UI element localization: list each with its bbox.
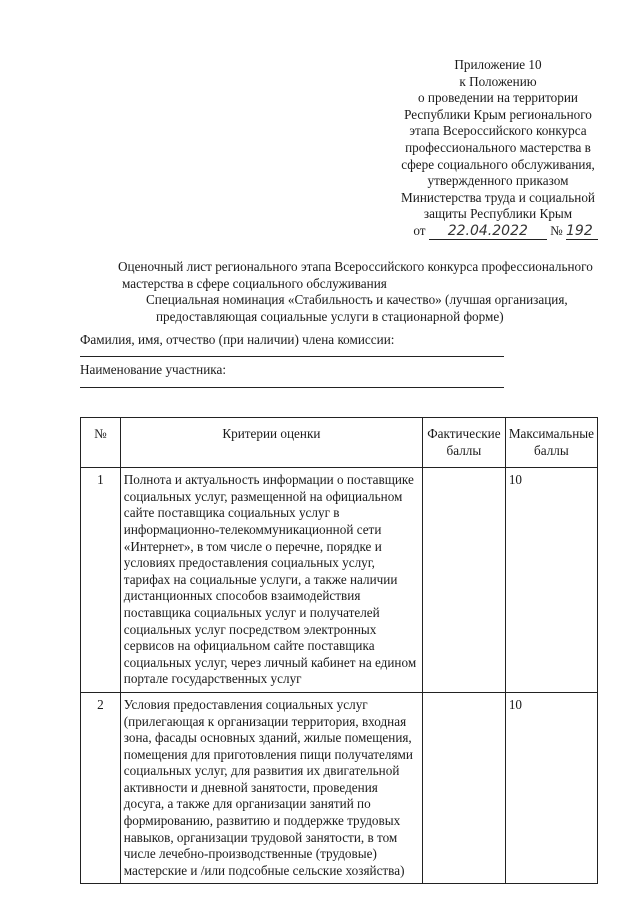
table-row	[81, 468, 598, 693]
order-date: 22.04.2022	[429, 224, 547, 240]
row-num: 1	[81, 468, 121, 693]
table-header-row	[81, 418, 598, 468]
row-criteria: Полнота и актуальность информации о поставщике социальных услуг, размещенной на официальном сайте поставщика социальных услуг в информационно-телекоммуникационной сети «Интернет», в том числе о перечне, порядке и условиях предоставления социальных услуг, тарифах на социальные услуги, а также наличии дистанционных способов взаимодействия поставщика социальных услуг и получателей социальных услуг посредством электронных сервисов на официальном сайте поставщика социальных услуг, через личный кабинет на едином портале государственных услуг	[120, 468, 422, 693]
title-line: предоставляющая социальные услуги в стационарной форме)	[156, 308, 504, 324]
order-number-sign: №	[550, 222, 563, 238]
row-max-score: 10	[505, 692, 597, 884]
appendix-line: этапа Всероссийского конкурса	[409, 123, 587, 139]
appendix-line: профессионального мастерства в	[405, 139, 591, 155]
order-reference	[380, 223, 616, 240]
criteria-table	[80, 417, 598, 884]
title-line: Оценочный лист регионального этапа Всероссийского конкурса профессионального	[118, 259, 593, 274]
title-line: мастерства в сфере социального обслуживания	[122, 275, 387, 291]
row-actual-score[interactable]	[422, 692, 505, 884]
order-prefix: от	[413, 222, 426, 238]
commission-member-field[interactable]	[80, 356, 504, 357]
appendix-line: о проведении на территории	[418, 90, 578, 106]
appendix-line: Республики Крым регионального	[404, 106, 592, 122]
header-criteria: Критерии оценки	[120, 418, 422, 468]
appendix-line: к Положению	[459, 73, 537, 89]
document-title	[118, 259, 608, 325]
appendix-line: сфере социального обслуживания,	[401, 156, 595, 172]
header-max-score: Максимальные баллы	[505, 418, 597, 468]
row-num: 2	[81, 692, 121, 884]
header-num: №	[81, 418, 121, 468]
order-number: 192	[566, 224, 598, 240]
header-actual-score: Фактические баллы	[422, 418, 505, 468]
row-criteria: Условия предоставления социальных услуг (прилегающая к организации территория, входная зона, фасады основных зданий, жилые помещения, помещения для приготовления пищи получателями социальных услуг, для развития их двигательной активности и дневной занятости, проведения досуга, а также для организации занятий по формированию, развитию и поддержке трудовых навыков, организации трудовой занятости, в том числе лечебно-производственные (трудовые) мастерские и /или подсобные сельские хозяйства)	[120, 692, 422, 884]
appendix-line: утвержденного приказом	[427, 173, 569, 189]
row-max-score: 10	[505, 468, 597, 693]
appendix-block	[380, 57, 616, 240]
table-row	[81, 692, 598, 884]
title-line: Специальная номинация «Стабильность и качество» (лучшая организация,	[146, 292, 568, 308]
appendix-line: защиты Республики Крым	[423, 206, 573, 222]
appendix-line: Министерства труда и социальной	[401, 189, 595, 205]
commission-member-label: Фамилия, имя, отчество (при наличии) члена комиссии:	[80, 332, 395, 347]
appendix-line: Приложение 10	[454, 57, 542, 72]
participant-field[interactable]	[80, 387, 504, 388]
row-actual-score[interactable]	[422, 468, 505, 693]
participant-label: Наименование участника:	[80, 362, 226, 377]
